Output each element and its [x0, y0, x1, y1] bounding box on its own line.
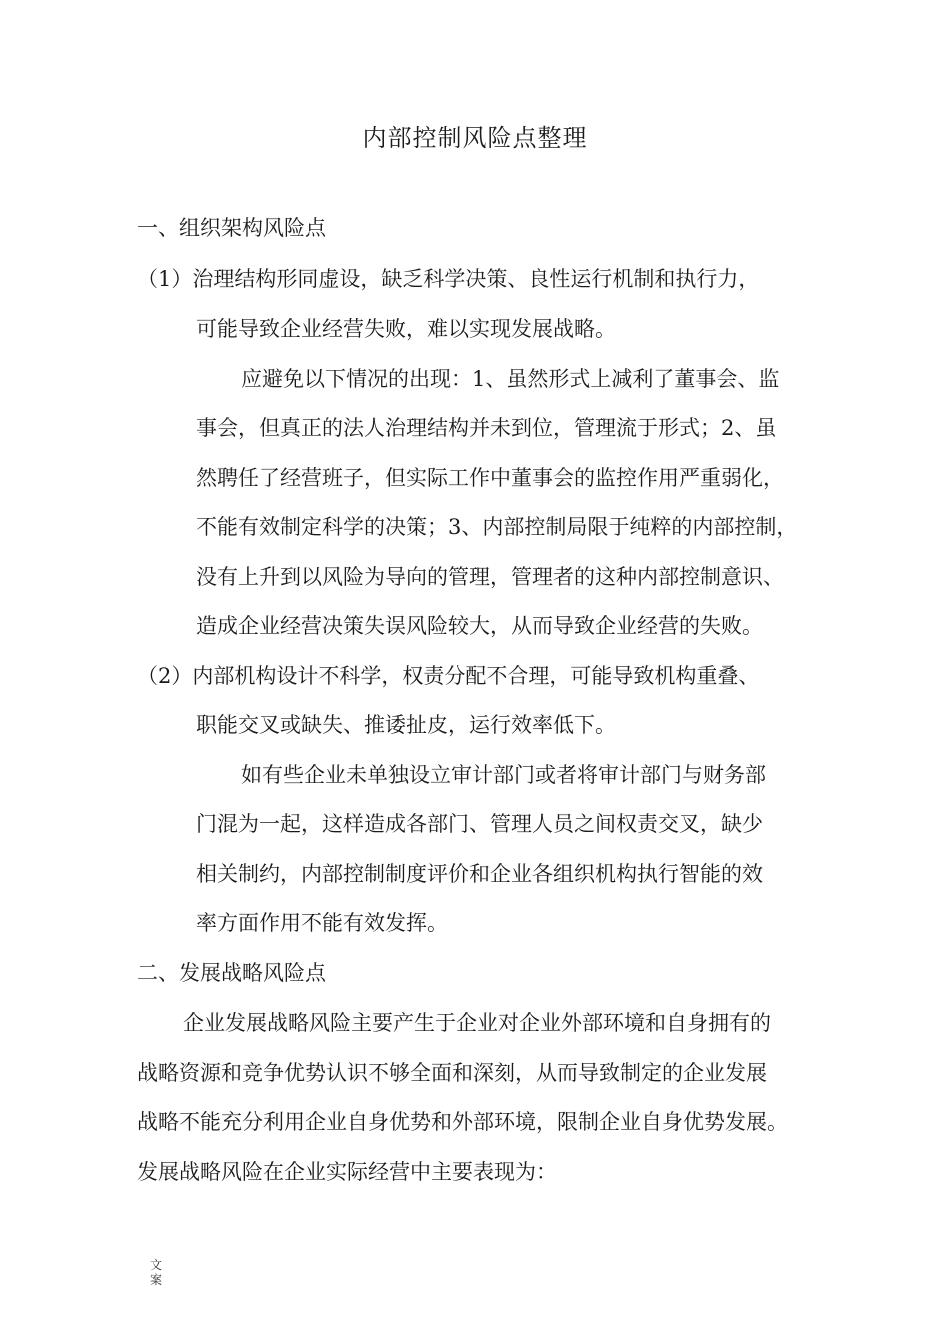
- para-1-line: 造成企业经营决策失误风险较大，从而导致企业经营的失败。: [196, 614, 763, 638]
- document-title: 内部控制风险点整理: [362, 124, 588, 152]
- section-2-para-line: 战略不能充分利用企业自身优势和外部环境，限制企业自身优势发展。: [137, 1110, 788, 1134]
- section-1-heading: 一、组织架构风险点: [137, 216, 326, 240]
- section-2-para-line: 战略资源和竞争优势认识不够全面和深刻，从而导致制定的企业发展: [137, 1061, 767, 1085]
- para-1-line: 然聘任了经营班子，但实际工作中董事会的监控作用严重弱化，: [196, 466, 784, 490]
- para-2-line: 率方面作用不能有效发挥。: [196, 911, 448, 935]
- para-2-line: 相关制约，内部控制制度评价和企业各组织机构执行智能的效: [196, 862, 763, 886]
- footer-text: 文案: [150, 1258, 163, 1287]
- para-1-line: 事会，但真正的法人治理结构并未到位，管理流于形式；2、虽: [196, 416, 777, 440]
- para-2-line: 门混为一起，这样造成各部门、管理人员之间权责交叉，缺少: [196, 812, 763, 836]
- section-2-para-line: 发展战略风险在企业实际经营中主要表现为：: [137, 1160, 557, 1184]
- item-2-line-2: 职能交叉或缺失、推诿扯皮，运行效率低下。: [196, 713, 616, 737]
- para-1-line: 没有上升到以风险为导向的管理，管理者的这种内部控制意识、: [196, 565, 784, 589]
- para-1-line: 应避免以下情况的出现：1、虽然形式上减利了董事会、监: [241, 367, 780, 391]
- item-2-line-1: （2）内部机构设计不科学，权责分配不合理，可能导致机构重叠、: [137, 664, 760, 688]
- para-1-line: 不能有效制定科学的决策；3、内部控制局限于纯粹的内部控制，: [196, 515, 798, 539]
- item-1-line-1: （1）治理结构形同虚设，缺乏科学决策、良性运行机制和执行力，: [137, 267, 760, 291]
- section-2-para-line: 企业发展战略风险主要产生于企业对企业外部环境和自身拥有的: [183, 1011, 771, 1035]
- section-2-heading: 二、发展战略风险点: [137, 961, 326, 985]
- item-1-line-2: 可能导致企业经营失败，难以实现发展战略。: [196, 317, 616, 341]
- para-2-line: 如有些企业未单独设立审计部门或者将审计部门与财务部: [241, 763, 766, 787]
